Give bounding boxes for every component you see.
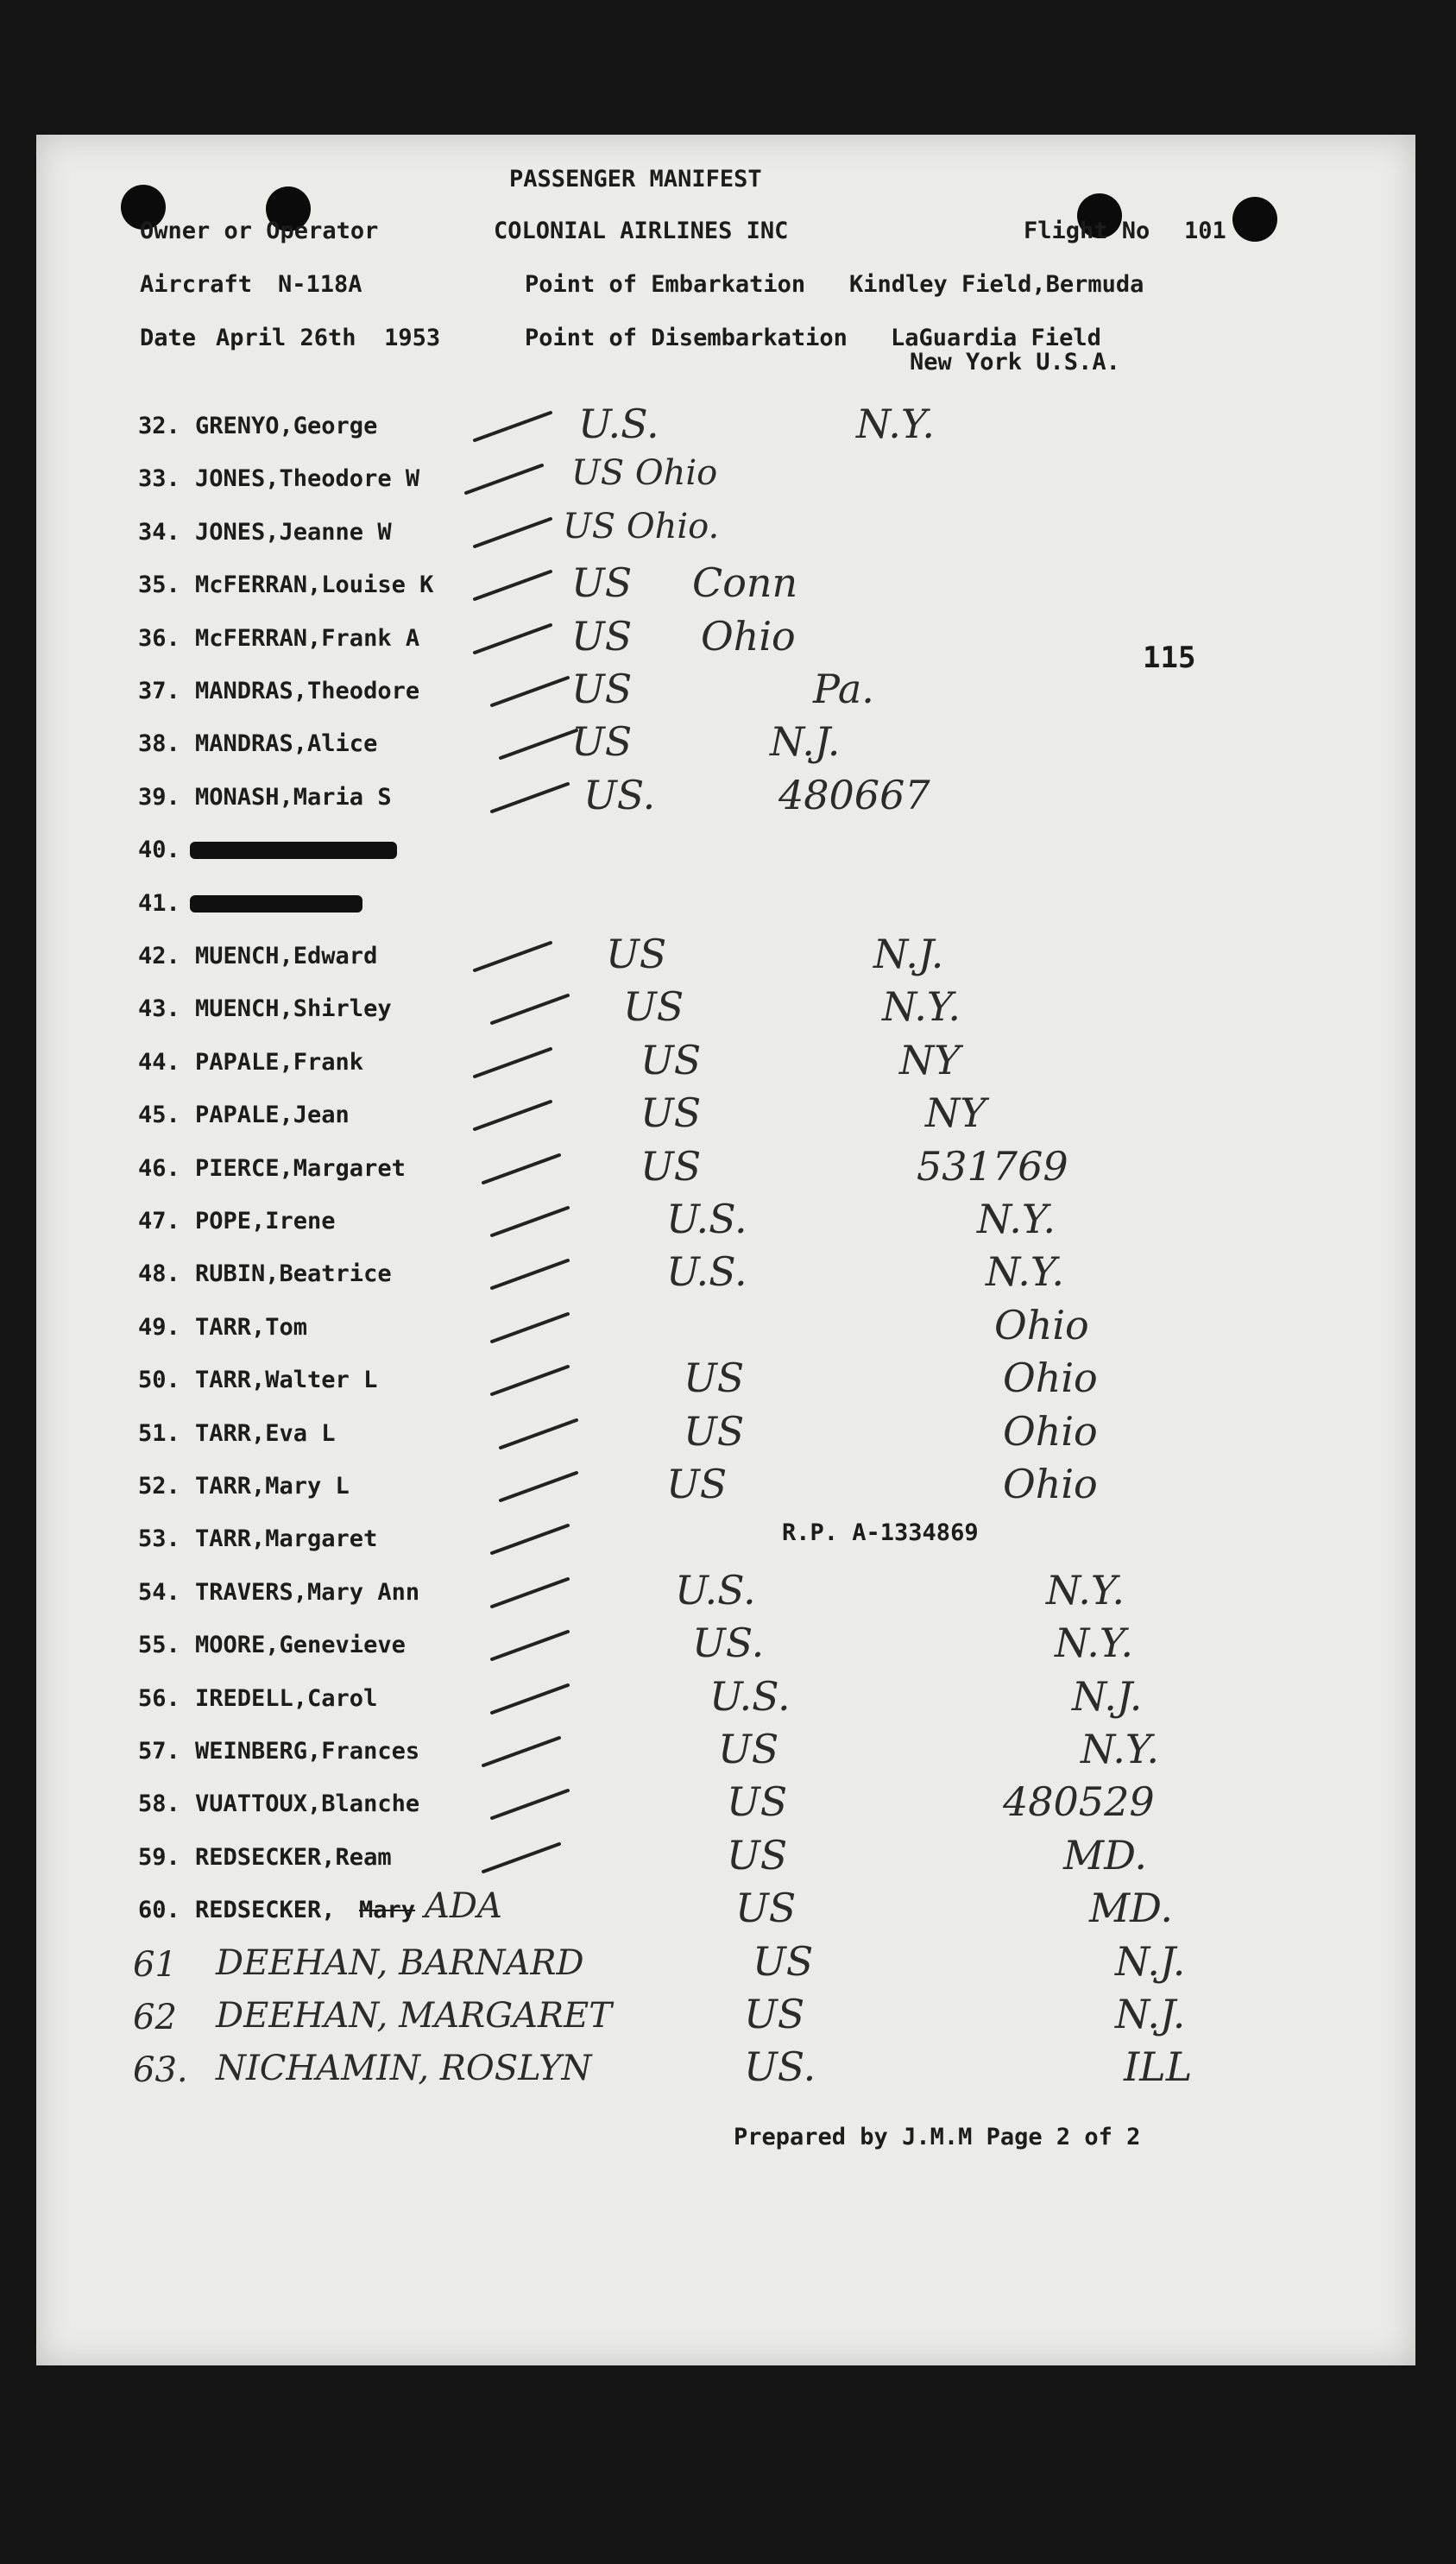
manifest-page [36, 135, 1415, 2365]
rp-note: R.P. A-1334869 [782, 1519, 979, 1546]
nationality: U.S. [666, 1196, 747, 1242]
nationality: US [571, 666, 633, 712]
check-mark-icon [476, 1729, 571, 1772]
residence: 480529 [1003, 1778, 1155, 1826]
passenger-row [36, 1196, 1415, 1248]
date-value: April 26th 1953 [216, 325, 441, 351]
passenger-row [36, 772, 1415, 824]
residence: Ohio [1003, 1355, 1098, 1402]
passenger-row [36, 931, 1415, 983]
page-footer: Prepared by J.M.M Page 2 of 2 [734, 2124, 1141, 2150]
row-number: 34. [138, 518, 180, 546]
passenger-row [36, 1938, 1415, 1991]
row-number: 63. [133, 2050, 188, 2091]
nationality: US [666, 1461, 728, 1507]
flight-value: 101 [1184, 218, 1226, 244]
passenger-row [36, 1355, 1415, 1407]
passenger-name: REDSECKER,Ream [195, 1843, 392, 1871]
nationality: US Ohio. [563, 506, 720, 546]
check-mark-icon [485, 1199, 580, 1242]
embark-value: Kindley Field,Bermuda [849, 271, 1144, 298]
residence: Ohio [1003, 1461, 1098, 1507]
passenger-row [36, 1089, 1415, 1142]
nationality: US [735, 1885, 797, 1932]
embark-label: Point of Embarkation [525, 271, 806, 298]
residence: Ohio [994, 1301, 1089, 1348]
check-mark-icon [468, 616, 563, 660]
redacted-name [190, 842, 397, 859]
nationality: US [727, 1778, 788, 1826]
nationality: U.S. [709, 1672, 791, 1720]
residence: N.Y. [882, 983, 961, 1031]
passenger-name: MANDRAS,Alice [195, 730, 378, 758]
row-number: 49. [138, 1313, 180, 1341]
check-mark-icon [485, 1358, 580, 1401]
row-number: 37. [138, 678, 180, 704]
nationality: US [718, 1726, 779, 1772]
residence: N.J. [1115, 1937, 1186, 1985]
check-mark-icon [468, 404, 563, 447]
row-number: 46. [138, 1154, 180, 1182]
check-mark-icon [468, 563, 563, 606]
added-name: ADA [425, 1886, 502, 1927]
row-number: 33. [138, 465, 180, 493]
check-mark-icon [485, 1677, 580, 1720]
row-number: 51. [138, 1419, 180, 1447]
passenger-row [36, 1567, 1415, 1620]
passenger-row [36, 1408, 1415, 1461]
check-mark-icon [494, 1411, 589, 1455]
passenger-name: TRAVERS,Mary Ann [195, 1578, 420, 1606]
passenger-name: PAPALE,Jean [195, 1102, 350, 1129]
date-label: Date [140, 325, 197, 351]
nationality: U.S. [578, 401, 659, 447]
passenger-row [36, 1832, 1415, 1885]
residence: 480667 [778, 771, 930, 818]
stamp-number: 115 [1143, 641, 1196, 675]
row-number: 56. [138, 1684, 180, 1712]
residence: N.J. [1072, 1672, 1143, 1720]
passenger-name: MUENCH,Shirley [195, 995, 392, 1023]
passenger-row [36, 507, 1415, 559]
check-mark-icon [485, 1623, 580, 1666]
row-number: 53. [138, 1525, 180, 1553]
passenger-name: REDSECKER, [195, 1897, 336, 1924]
passenger-row [36, 1037, 1415, 1089]
check-mark-icon [485, 987, 580, 1030]
row-number: 59. [138, 1843, 180, 1871]
passenger-row [36, 1885, 1415, 1937]
row-number: 40. [138, 837, 180, 864]
check-mark-icon [476, 1146, 571, 1190]
passenger-row [36, 1673, 1415, 1726]
passenger-name: MUENCH,Edward [195, 943, 378, 969]
owner-value: COLONIAL AIRLINES INC [494, 218, 789, 244]
nationality: U.S. [675, 1566, 756, 1614]
punch-hole-4 [1232, 197, 1277, 242]
nationality: US [623, 983, 684, 1031]
passenger-row [36, 824, 1415, 877]
row-number: 57. [138, 1738, 180, 1765]
nationality: US [571, 718, 633, 766]
owner-label: Owner or Operator [140, 218, 379, 244]
passenger-row [36, 401, 1415, 453]
passenger-row [36, 878, 1415, 931]
passenger-row [36, 1726, 1415, 1778]
struck-name: Mary [359, 1897, 416, 1924]
nationality: US [640, 1089, 702, 1137]
check-mark-icon [494, 1464, 589, 1507]
residence: N.Y. [1046, 1566, 1125, 1614]
row-number: 43. [138, 995, 180, 1023]
passenger-row [36, 1248, 1415, 1301]
nationality: US [571, 612, 633, 660]
passenger-row [36, 983, 1415, 1036]
row-number: 54. [138, 1578, 180, 1606]
disembark-value-1: LaGuardia Field [891, 325, 1101, 351]
nationality: U.S. [666, 1248, 747, 1296]
passenger-name: IREDELL,Carol [195, 1684, 378, 1712]
passenger-name: MONASH,Maria S [195, 783, 392, 811]
row-number: 60. [138, 1897, 180, 1924]
passenger-name: WEINBERG,Frances [195, 1738, 420, 1765]
nationality: US. [583, 771, 656, 818]
residence: N.Y. [986, 1248, 1064, 1296]
nationality: US [571, 559, 633, 607]
row-number: 52. [138, 1473, 180, 1500]
check-mark-icon [468, 510, 563, 553]
row-number: 48. [138, 1260, 180, 1288]
row-number: 36. [138, 624, 180, 652]
nationality: US [684, 1407, 745, 1455]
check-mark-icon [476, 1835, 571, 1879]
nationality: US [606, 931, 667, 977]
passenger-row [36, 1302, 1415, 1355]
row-number: 58. [138, 1790, 180, 1818]
residence: 531769 [917, 1142, 1068, 1190]
passenger-name: NICHAMIN, ROSLYN [216, 2049, 592, 2089]
passenger-name: TARR,Walter L [195, 1367, 378, 1394]
nationality: US [684, 1355, 745, 1402]
residence: N.Y. [1081, 1726, 1159, 1772]
residence: N.J. [1115, 1991, 1186, 2037]
check-mark-icon [485, 1517, 580, 1560]
residence: MD. [1089, 1885, 1173, 1932]
passenger-row [36, 613, 1415, 666]
passenger-name: JONES,Jeanne W [195, 518, 392, 546]
passenger-row [36, 2043, 1415, 2096]
passenger-row [36, 718, 1415, 771]
passenger-row [36, 1461, 1415, 1513]
nationality: US [640, 1036, 702, 1083]
flight-label: Flight No [1024, 218, 1150, 244]
passenger-name: PIERCE,Margaret [195, 1154, 406, 1182]
row-number: 42. [138, 943, 180, 969]
nationality: US [744, 1991, 805, 2037]
nationality: US Ohio [571, 453, 718, 494]
aircraft-label: Aircraft [140, 271, 253, 298]
row-number: 38. [138, 730, 180, 758]
redacted-name [190, 895, 362, 913]
passenger-name: RUBIN,Beatrice [195, 1260, 392, 1288]
row-number: 35. [138, 572, 180, 599]
row-number: 41. [138, 889, 180, 917]
row-number: 62 [133, 1998, 177, 2037]
row-number: 45. [138, 1102, 180, 1129]
residence: N.Y. [977, 1196, 1056, 1242]
check-mark-icon [468, 934, 563, 977]
residence: N.Y. [856, 401, 935, 447]
passenger-row [36, 559, 1415, 612]
passenger-name: McFERRAN,Louise K [195, 572, 434, 599]
check-mark-icon [459, 457, 554, 500]
check-mark-icon [485, 1305, 580, 1348]
aircraft-value: N-118A [278, 271, 362, 298]
check-mark-icon [485, 669, 580, 712]
passenger-row [36, 1991, 1415, 2043]
residence: MD. [1063, 1831, 1147, 1879]
passenger-name: VUATTOUX,Blanche [195, 1790, 420, 1818]
passenger-name: MOORE,Genevieve [195, 1632, 406, 1659]
residence: Pa. [813, 666, 874, 712]
passenger-row [36, 1620, 1415, 1672]
passenger-name: PAPALE,Frank [195, 1048, 364, 1076]
residence: NY [925, 1089, 986, 1137]
nationality: US. [744, 2043, 816, 2091]
passenger-name: POPE,Irene [195, 1208, 336, 1235]
row-number: 50. [138, 1367, 180, 1394]
passenger-row [36, 666, 1415, 718]
check-mark-icon [485, 1252, 580, 1295]
row-number: 47. [138, 1208, 180, 1235]
row-number: 39. [138, 783, 180, 811]
row-number: 32. [138, 413, 180, 439]
passenger-row [36, 1143, 1415, 1196]
nationality: US. [692, 1620, 765, 1667]
passenger-name: TARR,Margaret [195, 1525, 378, 1553]
residence: Ohio [1003, 1407, 1098, 1455]
passenger-name: McFERRAN,Frank A [195, 624, 420, 652]
residence: N.J. [873, 931, 944, 977]
passenger-name: DEEHAN, MARGARET [216, 1996, 612, 2036]
passenger-name: TARR,Mary L [195, 1473, 350, 1500]
passenger-row [36, 1513, 1415, 1566]
nationality: US [640, 1142, 702, 1190]
residence: Ohio [701, 612, 796, 660]
row-number: 44. [138, 1048, 180, 1076]
residence: NY [899, 1036, 961, 1083]
nationality: US [727, 1831, 788, 1879]
manifest-title: PASSENGER MANIFEST [509, 166, 762, 193]
check-mark-icon [485, 1782, 580, 1825]
residence: N.J. [770, 718, 841, 766]
passenger-name: TARR,Eva L [195, 1419, 336, 1447]
row-number: 55. [138, 1632, 180, 1659]
disembark-value-2: New York U.S.A. [910, 349, 1120, 376]
passenger-row [36, 453, 1415, 506]
residence: ILL [1124, 2043, 1193, 2091]
passenger-name: JONES,Theodore W [195, 465, 420, 493]
check-mark-icon [485, 775, 580, 818]
check-mark-icon [468, 1093, 563, 1136]
passenger-name: MANDRAS,Theodore [195, 678, 420, 704]
passenger-name: DEEHAN, BARNARD [216, 1942, 584, 1983]
row-number: 61 [133, 1944, 177, 1985]
residence: N.Y. [1055, 1620, 1133, 1667]
check-mark-icon [485, 1570, 580, 1614]
residence: Conn [692, 559, 798, 607]
nationality: US [753, 1937, 814, 1985]
passenger-name: TARR,Tom [195, 1313, 308, 1341]
disembark-label: Point of Disembarkation [525, 325, 848, 351]
passenger-row [36, 1778, 1415, 1831]
check-mark-icon [468, 1040, 563, 1083]
passenger-name: GRENYO,George [195, 413, 378, 439]
